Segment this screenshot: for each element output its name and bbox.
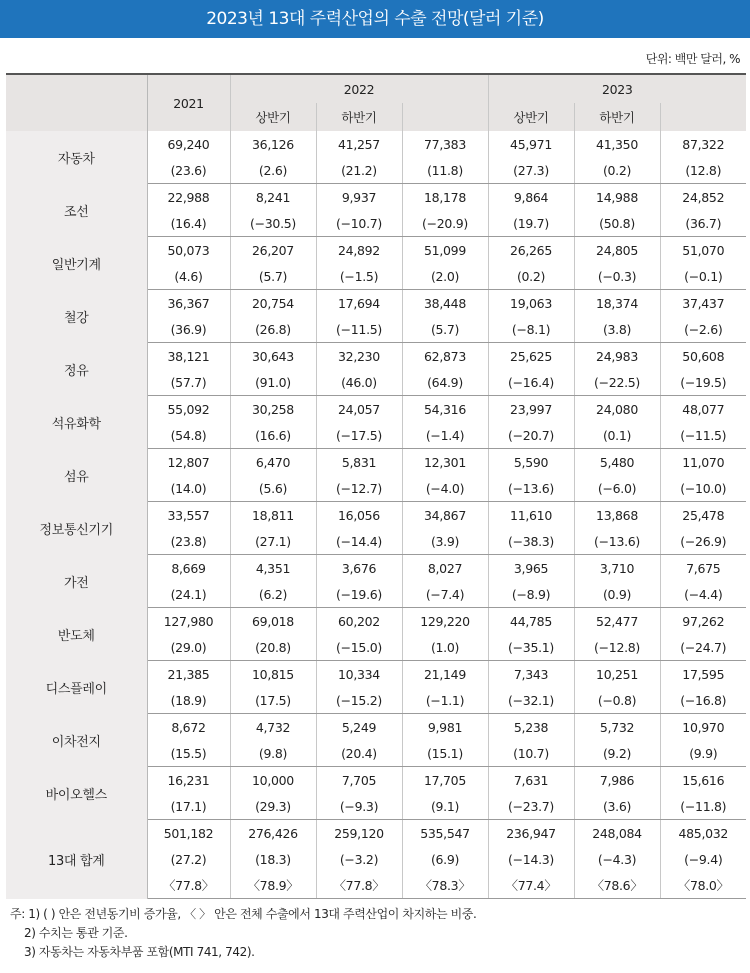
table-cell: 14,988 [574,184,660,211]
table-cell: 52,477 [574,608,660,635]
table-row [6,714,746,741]
table-cell: (−23.7) [488,793,574,820]
table-cell: 69,018 [230,608,316,635]
table-cell: (20.8) [230,634,316,661]
table-cell: (−1.5) [316,263,402,290]
table-cell: (23.8) [147,528,230,555]
table-cell: (−6.0) [574,475,660,502]
export-forecast-table [6,73,746,899]
table-cell: (−15.0) [316,634,402,661]
table-cell: 10,334 [316,661,402,688]
table-cell: 〈78.3〉 [402,872,488,899]
table-cell: 60,202 [316,608,402,635]
table-cell: 11,610 [488,502,574,529]
table-cell: 24,080 [574,396,660,423]
table-cell: 9,864 [488,184,574,211]
table-cell: 24,983 [574,343,660,370]
table-cell: 38,448 [402,290,488,317]
table-cell: (50.8) [574,210,660,237]
table-cell: 501,182 [147,820,230,847]
table-cell: (10.7) [488,740,574,767]
table-cell: 5,238 [488,714,574,741]
table-cell: (1.0) [402,634,488,661]
table-cell: 18,374 [574,290,660,317]
table-cell: 26,207 [230,237,316,264]
row-label: 철강 [6,290,147,343]
table-cell: 44,785 [488,608,574,635]
table-cell: (5.7) [230,263,316,290]
table-cell: 24,852 [660,184,746,211]
footnote-1: 주: 1) ( ) 안은 전년동기비 증가율, 〈 〉 안은 전체 수출에서 13대 주력산업이 차지하는 비중. [10,907,477,921]
table-cell: 36,367 [147,290,230,317]
table-row [6,396,746,423]
table-cell: (0.1) [574,422,660,449]
table-cell: (−1.1) [402,687,488,714]
table-row [6,608,746,635]
table-cell: 62,873 [402,343,488,370]
table-cell: (9.1) [402,793,488,820]
table-cell: 69,240 [147,131,230,157]
table-cell: 45,971 [488,131,574,157]
table-cell: 34,867 [402,502,488,529]
table-cell: 21,149 [402,661,488,688]
table-cell: 〈77.8〉 [316,872,402,899]
table-cell: 48,077 [660,396,746,423]
table-cell: (27.1) [230,528,316,555]
table-cell: (17.5) [230,687,316,714]
table-row [6,290,746,317]
table-body [6,131,746,899]
header-2023-total [660,103,746,131]
table-cell: (−16.8) [660,687,746,714]
table-cell: (19.7) [488,210,574,237]
table-cell: (−16.4) [488,369,574,396]
table-cell: (0.9) [574,581,660,608]
table-cell: 〈78.9〉 [230,872,316,899]
row-label: 일반기계 [6,237,147,290]
table-cell: 55,092 [147,396,230,423]
table-cell: (29.0) [147,634,230,661]
row-label: 섬유 [6,449,147,502]
row-label: 반도체 [6,608,147,661]
table-cell: 19,063 [488,290,574,317]
table-cell: 485,032 [660,820,746,847]
table-cell: (−11.5) [660,422,746,449]
table-cell: (20.4) [316,740,402,767]
table-cell: (−8.9) [488,581,574,608]
table-cell: 4,351 [230,555,316,582]
table-cell: 10,970 [660,714,746,741]
table-cell: (−10.0) [660,475,746,502]
table-cell: (15.5) [147,740,230,767]
table-row [6,661,746,688]
table-cell: 50,608 [660,343,746,370]
table-cell: 3,710 [574,555,660,582]
table-cell: (−30.5) [230,210,316,237]
table-cell: 23,997 [488,396,574,423]
table-cell: (4.6) [147,263,230,290]
row-label: 이차전지 [6,714,147,767]
table-cell: 8,027 [402,555,488,582]
table-cell: 36,126 [230,131,316,157]
table-cell: 7,986 [574,767,660,794]
table-cell: 25,478 [660,502,746,529]
table-cell: 10,000 [230,767,316,794]
table-row [6,184,746,211]
table-cell: 6,470 [230,449,316,476]
row-label: 정보통신기기 [6,502,147,555]
table-cell: (−3.2) [316,846,402,872]
table-cell: (57.7) [147,369,230,396]
table-cell: 7,705 [316,767,402,794]
table-cell: 87,322 [660,131,746,157]
table-cell: (5.6) [230,475,316,502]
table-cell: (−32.1) [488,687,574,714]
header-2023: 2023 [488,74,746,103]
table-cell: 10,251 [574,661,660,688]
table-cell: 7,675 [660,555,746,582]
table-cell: (−12.8) [574,634,660,661]
table-cell: (−1.4) [402,422,488,449]
table-cell: (−9.4) [660,846,746,872]
table-cell: (26.8) [230,316,316,343]
table-cell: (−14.4) [316,528,402,555]
table-cell: (−26.9) [660,528,746,555]
table-row [6,237,746,264]
table-cell: 276,426 [230,820,316,847]
table-cell: 〈77.4〉 [488,872,574,899]
table-cell: 13,868 [574,502,660,529]
table-cell: (−0.8) [574,687,660,714]
header-2022-h1: 상반기 [230,103,316,131]
table-cell: 〈78.0〉 [660,872,746,899]
row-label: 바이오헬스 [6,767,147,820]
table-cell: (2.6) [230,157,316,184]
table-cell: 8,672 [147,714,230,741]
table-cell: 26,265 [488,237,574,264]
table-cell: (−17.5) [316,422,402,449]
table-cell: (−38.3) [488,528,574,555]
table-cell: 32,230 [316,343,402,370]
header-blank [6,74,147,131]
table-row [6,767,746,794]
header-2022: 2022 [230,74,488,103]
table-cell: (24.1) [147,581,230,608]
table-row [6,555,746,582]
table-cell: (36.9) [147,316,230,343]
table-cell: 12,301 [402,449,488,476]
table-cell: 〈78.6〉 [574,872,660,899]
table-cell: (6.2) [230,581,316,608]
table-cell: 236,947 [488,820,574,847]
row-label: 가전 [6,555,147,608]
table-cell: 37,437 [660,290,746,317]
table-cell: 24,057 [316,396,402,423]
table-cell: (−19.5) [660,369,746,396]
table-cell: (−35.1) [488,634,574,661]
table-cell: 3,676 [316,555,402,582]
table-cell: 22,988 [147,184,230,211]
table-cell: 9,981 [402,714,488,741]
table-cell: (27.2) [147,846,230,872]
table-cell: 11,070 [660,449,746,476]
table-cell: (−20.7) [488,422,574,449]
table-cell: 7,631 [488,767,574,794]
table-cell: (−19.6) [316,581,402,608]
header-2023-h1: 상반기 [488,103,574,131]
table-cell: (11.8) [402,157,488,184]
table-cell: 3,965 [488,555,574,582]
table-cell: (29.3) [230,793,316,820]
table-cell: (17.1) [147,793,230,820]
table-cell: 15,616 [660,767,746,794]
table-cell: 24,805 [574,237,660,264]
table-cell: (23.6) [147,157,230,184]
table-cell: (91.0) [230,369,316,396]
table-cell: (−11.8) [660,793,746,820]
table-cell: (3.6) [574,793,660,820]
table-cell: (21.2) [316,157,402,184]
table-cell: 5,831 [316,449,402,476]
table-cell: 7,343 [488,661,574,688]
table-cell: 12,807 [147,449,230,476]
table-cell: (−7.4) [402,581,488,608]
table-cell: (−2.6) [660,316,746,343]
table-cell: 8,241 [230,184,316,211]
table-cell: 77,383 [402,131,488,157]
row-label: 정유 [6,343,147,396]
table-cell: 16,231 [147,767,230,794]
table-cell: (3.9) [402,528,488,555]
header-2021: 2021 [147,74,230,131]
table-cell: 38,121 [147,343,230,370]
table-cell: (14.0) [147,475,230,502]
table-cell: 127,980 [147,608,230,635]
table-row [6,343,746,370]
table-cell: (−4.0) [402,475,488,502]
table-cell: 20,754 [230,290,316,317]
table-cell: 4,732 [230,714,316,741]
table-row [6,449,746,476]
header-2023-h2: 하반기 [574,103,660,131]
table-cell: 129,220 [402,608,488,635]
table-row [6,820,746,847]
table-cell: (−20.9) [402,210,488,237]
table-cell: 24,892 [316,237,402,264]
table-cell: (−0.1) [660,263,746,290]
table-cell: (−11.5) [316,316,402,343]
table-cell: 5,480 [574,449,660,476]
table-cell: 54,316 [402,396,488,423]
table-cell: (0.2) [488,263,574,290]
table-cell: (−15.2) [316,687,402,714]
table-cell: (9.9) [660,740,746,767]
table-cell: 97,262 [660,608,746,635]
table-cell: 248,084 [574,820,660,847]
table-cell: 17,595 [660,661,746,688]
row-label: 조선 [6,184,147,237]
footnote-3: 3) 자동차는 자동차부품 포함(MTI 741, 742). [24,945,255,959]
table-cell: (3.8) [574,316,660,343]
table-row [6,502,746,529]
table-cell: 10,815 [230,661,316,688]
row-label: 13대 합계 [6,820,147,899]
table-cell: 30,643 [230,343,316,370]
table-cell: 50,073 [147,237,230,264]
table-cell: 51,099 [402,237,488,264]
table-cell: (15.1) [402,740,488,767]
table-cell: (−12.7) [316,475,402,502]
table-cell: (6.9) [402,846,488,872]
table-cell: (−14.3) [488,846,574,872]
table-cell: (−13.6) [574,528,660,555]
table-cell: 16,056 [316,502,402,529]
table-cell: (27.3) [488,157,574,184]
table-cell: (−8.1) [488,316,574,343]
table-cell: (18.9) [147,687,230,714]
footnotes [10,905,476,962]
table-cell: (64.9) [402,369,488,396]
table-cell: (−4.4) [660,581,746,608]
table-cell: 5,732 [574,714,660,741]
table-cell: 41,257 [316,131,402,157]
table-cell: 18,811 [230,502,316,529]
table-cell: (16.4) [147,210,230,237]
header-2022-total [402,103,488,131]
table-cell: (18.3) [230,846,316,872]
unit-label: 단위: 백만 달러, % [645,52,740,66]
table-cell: 9,937 [316,184,402,211]
table-cell: (5.7) [402,316,488,343]
page-title: 2023년 13대 주력산업의 수출 전망(달러 기준) [0,0,750,38]
table-cell: 30,258 [230,396,316,423]
table-cell: 18,178 [402,184,488,211]
table-cell: 17,705 [402,767,488,794]
table-cell: (12.8) [660,157,746,184]
table-cell: (2.0) [402,263,488,290]
table-cell: 535,547 [402,820,488,847]
table-cell: (9.2) [574,740,660,767]
row-label: 석유화학 [6,396,147,449]
table-cell: 33,557 [147,502,230,529]
table-cell: 5,249 [316,714,402,741]
table-cell: 5,590 [488,449,574,476]
table-cell: 〈77.8〉 [147,872,230,899]
table-cell: (16.6) [230,422,316,449]
table-cell: 51,070 [660,237,746,264]
table-cell: 41,350 [574,131,660,157]
row-label: 자동차 [6,131,147,184]
table-cell: (−13.6) [488,475,574,502]
table-cell: 17,694 [316,290,402,317]
footnote-2: 2) 수치는 통관 기준. [24,926,128,940]
table-cell: (−24.7) [660,634,746,661]
table-row [6,131,746,157]
table-cell: (−9.3) [316,793,402,820]
table-cell: 259,120 [316,820,402,847]
table-cell: (−4.3) [574,846,660,872]
table-cell: (46.0) [316,369,402,396]
table-cell: 8,669 [147,555,230,582]
row-label: 디스플레이 [6,661,147,714]
table-cell: (36.7) [660,210,746,237]
header-2022-h2: 하반기 [316,103,402,131]
table-cell: (54.8) [147,422,230,449]
table-cell: (−10.7) [316,210,402,237]
table-cell: (−22.5) [574,369,660,396]
table-cell: 21,385 [147,661,230,688]
table-cell: 25,625 [488,343,574,370]
table-cell: (9.8) [230,740,316,767]
table-cell: (0.2) [574,157,660,184]
table-cell: (−0.3) [574,263,660,290]
